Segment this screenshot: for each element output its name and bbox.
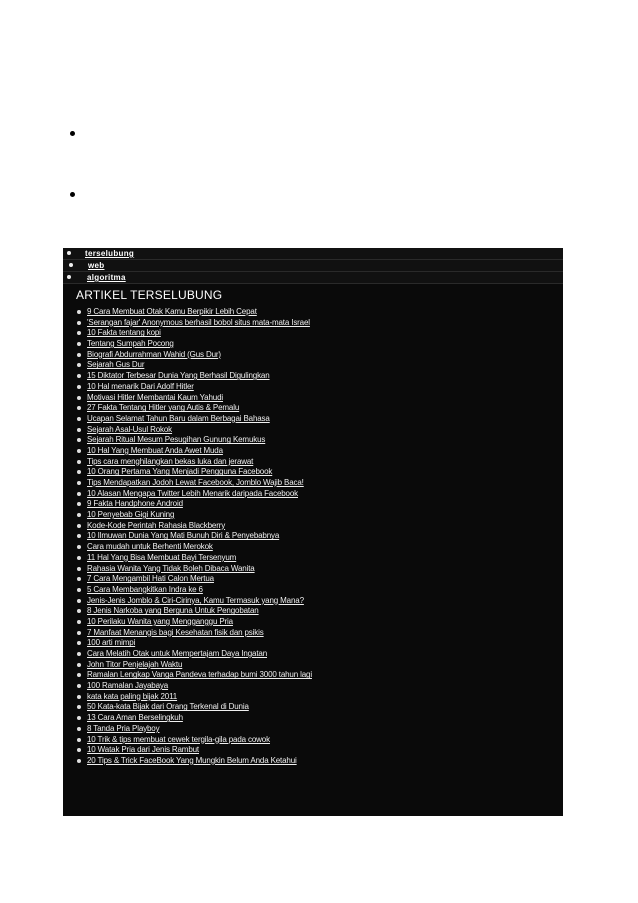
article-link[interactable]: Sejarah Asal-Usul Rokok [87, 424, 173, 434]
list-item [75, 339, 312, 350]
list-item [75, 660, 312, 671]
bullet-icon [67, 251, 71, 255]
list-item [75, 328, 312, 339]
article-link[interactable]: 10 Perilaku Wanita yang Mengganggu Pria [87, 616, 233, 626]
nav-link-web[interactable]: web [88, 261, 105, 270]
list-item [75, 596, 312, 607]
list-item [75, 638, 312, 649]
section-title: ARTIKEL TERSELUBUNG [76, 288, 223, 302]
article-link[interactable]: 5 Cara Membangkitkan Indra ke 6 [87, 584, 203, 594]
list-item [75, 585, 312, 596]
bullet-icon [77, 470, 81, 474]
article-link[interactable]: 20 Tips & Trick FaceBook Yang Mungkin Belum Anda Ketahui [87, 755, 297, 765]
bullet-icon [77, 406, 81, 410]
bullet-icon [77, 321, 81, 325]
article-link[interactable]: Kode-Kode Perintah Rahasia Blackberry [87, 520, 226, 530]
bullet-icon [77, 609, 81, 613]
article-link[interactable]: 10 Watak Pria dari Jenis Rambut [87, 745, 199, 755]
bullet-icon [77, 727, 81, 731]
bullet-icon [77, 524, 81, 528]
article-link[interactable]: kata kata paling bijak 2011 [87, 691, 178, 701]
bullet-icon [77, 663, 81, 667]
article-link[interactable]: Cara Melatih Otak untuk Mempertajam Daya Ingatan [87, 649, 267, 658]
bullet-icon [77, 534, 81, 538]
article-link[interactable]: John Titor Penjelajah Waktu [87, 659, 183, 669]
bullet-icon [77, 748, 81, 752]
bullet-icon [77, 428, 81, 432]
article-link[interactable]: 7 Manfaat Menangis bagi Kesehatan fisik dan psikis [87, 627, 264, 637]
article-link[interactable]: Tentang Sumpah Pocong [87, 339, 174, 349]
article-link[interactable]: 8 Jenis Narkoba yang Berguna Untuk Pengobatan [87, 606, 259, 616]
bullet-icon [77, 577, 81, 581]
article-link[interactable]: Sejarah Gus Dur [87, 360, 145, 370]
list-item [75, 499, 312, 510]
bullet-icon [77, 631, 81, 635]
bullet-icon [77, 492, 81, 496]
article-link[interactable]: 8 Tanda Pria Playboy [87, 723, 160, 733]
list-item [75, 735, 312, 746]
article-link[interactable]: 11 Hal Yang Bisa Membuat Bayi Tersenyum [87, 552, 237, 562]
article-link[interactable]: 10 Trik & tips membuat cewek tergila-gila pada cowok [87, 734, 270, 744]
list-item [75, 745, 312, 756]
articles-panel [63, 248, 563, 816]
article-link[interactable]: 10 Alasan Mengapa Twitter Lebih Menarik daripada Facebook [87, 488, 298, 498]
bullet-icon [77, 556, 81, 560]
list-bullet [70, 192, 75, 197]
bullet-icon [77, 449, 81, 453]
list-item [75, 628, 312, 639]
nav-link-algoritma[interactable]: algoritma [87, 273, 126, 282]
nav-item-terselubung[interactable] [63, 248, 563, 260]
list-item [75, 382, 312, 393]
bullet-icon [77, 310, 81, 314]
bullet-icon [77, 363, 81, 367]
list-item [75, 670, 312, 681]
bullet-icon [77, 417, 81, 421]
list-item [75, 350, 312, 361]
bullet-icon [77, 385, 81, 389]
article-link[interactable]: 100 arti mimpi [87, 638, 136, 648]
article-link[interactable]: 10 Orang Pertama Yang Menjadi Pengguna Facebook [87, 467, 273, 477]
list-item [75, 478, 312, 489]
list-item [75, 435, 312, 446]
nav-item-web[interactable] [63, 260, 563, 272]
article-link[interactable]: 13 Cara Aman Berselingkuh [87, 713, 183, 723]
list-item [75, 467, 312, 478]
bullet-icon [77, 641, 81, 645]
list-item [75, 574, 312, 585]
bullet-icon [77, 716, 81, 720]
bullet-icon [77, 513, 81, 517]
article-link[interactable]: 7 Cara Mengambil Hati Calon Mertua [87, 574, 214, 584]
article-list [75, 307, 312, 767]
bullet-icon [77, 759, 81, 763]
bullet-icon [77, 738, 81, 742]
list-item [75, 713, 312, 724]
article-link[interactable]: Ucapan Selamat Tahun Baru dalam Berbagai Bahasa [87, 413, 270, 423]
list-item [75, 457, 312, 468]
bullet-icon [77, 342, 81, 346]
list-item [75, 414, 312, 425]
bullet-icon [77, 705, 81, 709]
list-item [75, 649, 312, 660]
article-link[interactable]: 10 Hal menarik Dari Adolf Hitler [87, 381, 194, 391]
article-link[interactable]: 10 Ilmuwan Dunia Yang Mati Bunuh Diri & Penyebabnya [87, 531, 280, 541]
bullet-icon [77, 331, 81, 335]
bullet-icon [69, 263, 73, 267]
article-link[interactable]: 10 Penyebab Gigi Kuning [87, 510, 175, 520]
article-link[interactable]: 27 Fakta Tentang Hitler yang Autis & Pemalu [87, 403, 240, 413]
article-link[interactable]: Tips cara menghilangkan bekas luka dan jerawat [87, 456, 254, 466]
list-item [75, 756, 312, 767]
article-link[interactable]: 'Serangan fajar' Anonymous berhasil bobol situs mata-mata Israel [87, 317, 310, 327]
bullet-icon [77, 502, 81, 506]
article-link[interactable]: Cara mudah untuk Berhenti Merokok [87, 542, 213, 552]
list-item [75, 692, 312, 703]
list-item [75, 318, 312, 329]
article-link[interactable]: 100 Ramalan Jayabaya [87, 681, 169, 691]
list-item [75, 393, 312, 404]
list-bullet [70, 131, 75, 136]
bullet-icon [77, 684, 81, 688]
article-link[interactable]: 9 Cara Membuat Otak Kamu Berpikir Lebih Cepat [87, 307, 257, 316]
list-item [75, 724, 312, 735]
article-link[interactable]: 10 Hal Yang Membuat Anda Awet Muda [87, 445, 223, 455]
bullet-icon [77, 599, 81, 603]
bullet-icon [77, 588, 81, 592]
bullet-icon [77, 620, 81, 624]
bullet-icon [77, 460, 81, 464]
bullet-icon [77, 396, 81, 400]
bullet-icon [77, 652, 81, 656]
list-item [75, 489, 312, 500]
bullet-icon [77, 353, 81, 357]
article-link[interactable]: Sejarah Ritual Mesum Pesugihan Gunung Kemukus [87, 435, 266, 445]
list-item [75, 564, 312, 575]
list-item [75, 521, 312, 532]
list-item [75, 371, 312, 382]
bullet-icon [77, 438, 81, 442]
list-item [75, 446, 312, 457]
article-link[interactable]: Jenis-Jenis Jomblo & Ciri-Cirinya, Kamu Termasuk yang Mana? [87, 595, 304, 605]
article-link[interactable]: Tips Mendapatkan Jodoh Lewat Facebook, Jomblo Wajib Baca! [87, 478, 304, 487]
article-link[interactable]: Biografi Abdurrahman Wahid (Gus Dur) [87, 349, 221, 359]
article-link[interactable]: 15 Diktator Terbesar Dunia Yang Berhasil Digulingkan [87, 371, 270, 381]
list-item [75, 553, 312, 564]
bullet-icon [77, 374, 81, 378]
article-link[interactable]: Ramalan Lengkap Vanga Pandeva terhadap bumi 3000 tahun lagi [87, 670, 312, 680]
article-link[interactable]: Rahasia Wanita Yang Tidak Boleh Dibaca Wanita [87, 563, 255, 573]
list-item [75, 403, 312, 414]
list-item [75, 702, 312, 713]
list-item [75, 510, 312, 521]
list-item [75, 542, 312, 553]
bullet-icon [77, 673, 81, 677]
bullet-icon [77, 695, 81, 699]
list-item [75, 681, 312, 692]
list-item [75, 360, 312, 371]
bullet-icon [77, 545, 81, 549]
list-item [75, 531, 312, 542]
list-item [75, 307, 312, 318]
nav-item-algoritma[interactable] [63, 272, 563, 284]
nav-link-terselubung[interactable]: terselubung [85, 249, 135, 258]
article-link[interactable]: 9 Fakta Handphone Android [87, 499, 183, 509]
list-item [75, 617, 312, 628]
bullet-icon [67, 275, 71, 279]
list-item [75, 606, 312, 617]
article-link[interactable]: Motivasi Hitler Membantai Kaum Yahudi [87, 392, 223, 402]
article-link[interactable]: 10 Fakta tentang kopi [87, 328, 161, 338]
bullet-icon [77, 567, 81, 571]
bullet-icon [77, 481, 81, 485]
article-link[interactable]: 50 Kata-kata Bijak dari Orang Terkenal di Dunia [87, 702, 249, 712]
list-item [75, 425, 312, 436]
